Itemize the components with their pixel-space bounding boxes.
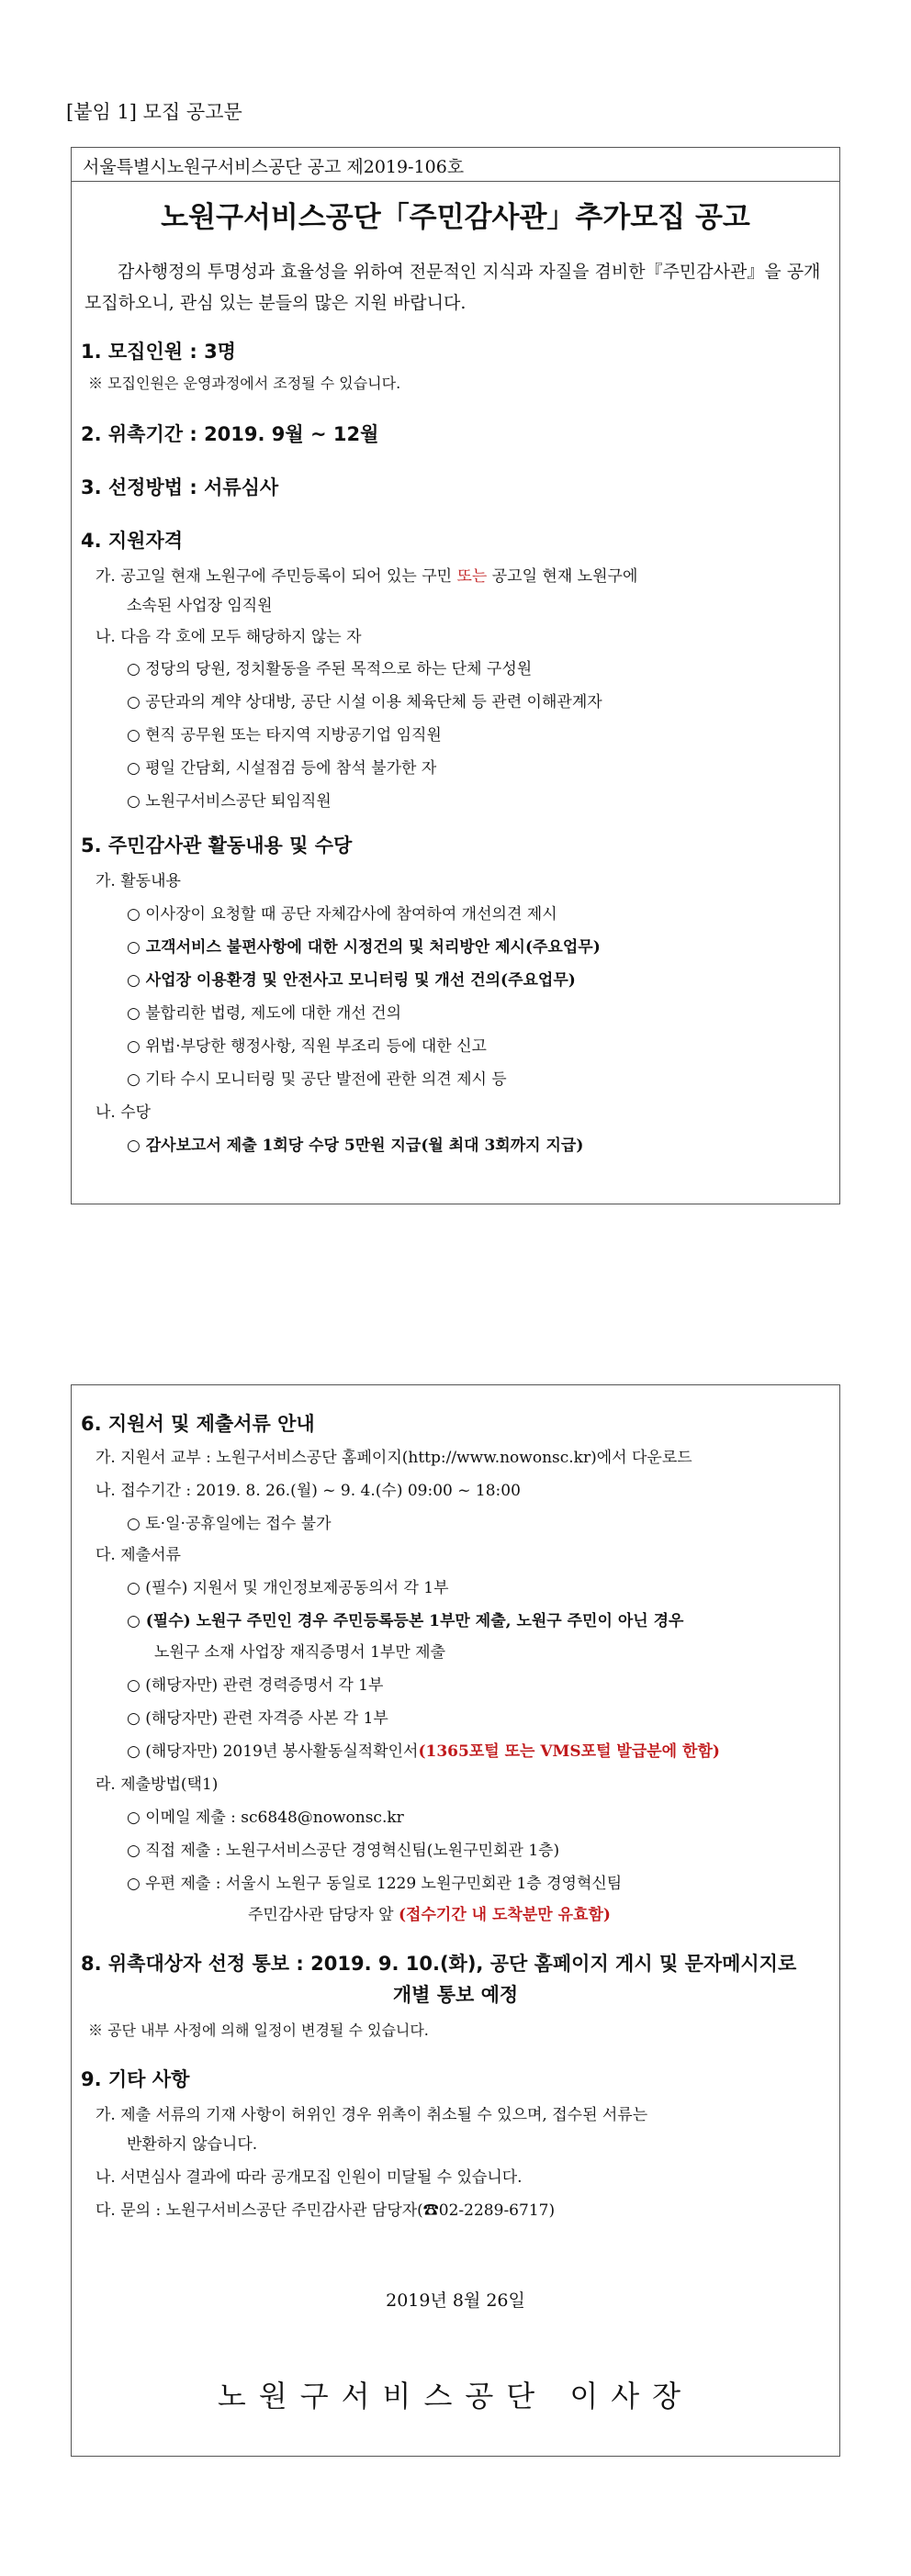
section-8-note: ※ 공단 내부 사정에 의해 일정이 변경될 수 있습니다. <box>88 2022 429 2039</box>
method-item: ○ 이메일 제출 : sc6848@nowonsc.kr <box>127 1809 404 1827</box>
attachment-label: [붙임 1] 모집 공고문 <box>66 101 242 123</box>
section-6-ra: 라. 제출방법(택1) <box>96 1775 219 1794</box>
section-3-heading: 3. 선정방법 : 서류심사 <box>81 476 279 498</box>
section-9-heading: 9. 기타 사항 <box>81 2068 190 2090</box>
section-9-ga-cont: 반환하지 않습니다. <box>127 2135 258 2154</box>
notice-date: 2019년 8월 26일 <box>386 2290 525 2311</box>
section-2-heading: 2. 위촉기간 : 2019. 9월 ~ 12월 <box>81 423 379 445</box>
doc-item: ○ (해당자만) 관련 경력증명서 각 1부 <box>127 1676 384 1695</box>
section-5-na: 나. 수당 <box>96 1103 152 1122</box>
section-4-item: ○ 노원구서비스공단 퇴임직원 <box>127 792 332 811</box>
section-4-item: ○ 평일 간담회, 시설점검 등에 참석 불가한 자 <box>127 759 437 778</box>
section-5-allowance: ○ 감사보고서 제출 1회당 수당 5만원 지급(월 최대 3회까지 지급) <box>127 1137 584 1155</box>
section-4-item: ○ 공단과의 계약 상대방, 공단 시설 이용 체육단체 등 관련 이해관계자 <box>127 693 602 711</box>
method-item: ○ 직접 제출 : 노원구서비스공단 경영혁신팀(노원구민회관 1층) <box>127 1842 560 1860</box>
method-highlight: (접수기간 내 도착분만 유효함) <box>399 1906 611 1924</box>
section-9-da: 다. 문의 : 노원구서비스공단 주민감사관 담당자(☎02-2289-6717) <box>96 2201 556 2220</box>
section-8-heading-cont: 개별 통보 예정 <box>392 1984 519 2006</box>
section-1-heading: 1. 모집인원 : 3명 <box>81 341 236 363</box>
section-5-item: ○ 기타 수시 모니터링 및 공단 발전에 관한 의견 제시 등 <box>127 1070 507 1089</box>
section-6-ga: 가. 지원서 교부 : 노원구서비스공단 홈페이지(http://www.nowonsc.kr)에서 다운로드 <box>96 1449 692 1467</box>
or-highlight: 또는 <box>456 567 488 586</box>
section-4-ga-cont: 소속된 사업장 임직원 <box>127 597 273 615</box>
method-item-cont: 주민감사관 담당자 앞 (접수기간 내 도착분만 유효함) <box>248 1906 611 1924</box>
section-9-na: 나. 서면심사 결과에 따라 공개모집 인원이 미달될 수 있습니다. <box>96 2168 523 2187</box>
section-4-item: ○ 정당의 당원, 정치활동을 주된 목적으로 하는 단체 구성원 <box>127 660 533 678</box>
section-5-item: ○ 사업장 이용환경 및 안전사고 모니터링 및 개선 건의(주요업무) <box>127 971 576 990</box>
section-4-na: 나. 다음 각 호에 모두 해당하지 않는 자 <box>96 628 362 646</box>
section-5-item: ○ 위법·부당한 행정사항, 직원 부조리 등에 대한 신고 <box>127 1037 487 1056</box>
doc-highlight: (1365포털 또는 VMS포털 발급분에 한함) <box>418 1742 720 1761</box>
section-4-item: ○ 현직 공무원 또는 타지역 지방공기업 임직원 <box>127 726 442 745</box>
section-5-item: ○ 고객서비스 불편사항에 대한 시정건의 및 처리방안 제시(주요업무) <box>127 938 601 957</box>
signer-name: 노원구서비스공단 이사장 <box>217 2379 694 2414</box>
notice-box-page2 <box>71 1384 840 2457</box>
section-4-heading: 4. 지원자격 <box>81 530 184 552</box>
intro-paragraph: 감사행정의 투명성과 효율성을 위하여 전문적인 지식과 자질을 겸비한『주민감사관』을 공개 모집하오니, 관심 있는 분들의 많은 지원 바랍니다. <box>84 262 821 313</box>
section-9-ga: 가. 제출 서류의 기재 사항이 허위인 경우 위촉이 취소될 수 있으며, 접수된 서류는 <box>96 2106 648 2124</box>
section-5-item: ○ 이사장이 요청할 때 공단 자체감사에 참여하여 개선의견 제시 <box>127 905 557 924</box>
section-6-na-note: ○ 토·일·공휴일에는 접수 불가 <box>127 1515 332 1533</box>
doc-item: ○ (해당자만) 관련 자격증 사본 각 1부 <box>127 1709 388 1728</box>
section-1-note: ※ 모집인원은 운영과정에서 조정될 수 있습니다. <box>88 375 401 392</box>
notice-title: 노원구서비스공단「주민감사관」추가모집 공고 <box>161 201 750 234</box>
section-5-item: ○ 불합리한 법령, 제도에 대한 개선 건의 <box>127 1004 401 1023</box>
doc-item: ○ (필수) 지원서 및 개인정보제공동의서 각 1부 <box>127 1579 449 1597</box>
notice-box-page1 <box>71 147 840 1204</box>
section-8-heading: 8. 위촉대상자 선정 통보 : 2019. 9. 10.(화), 공단 홈페이지 게시 및 문자메시지로 <box>81 1953 797 1975</box>
section-5-ga: 가. 활동내용 <box>96 872 181 890</box>
section-5-heading: 5. 주민감사관 활동내용 및 수당 <box>81 834 353 857</box>
section-6-na: 나. 접수기간 : 2019. 8. 26.(월) ~ 9. 4.(수) 09:00 ~ 18:00 <box>96 1482 521 1500</box>
section-6-da: 다. 제출서류 <box>96 1546 181 1564</box>
doc-item: ○ (해당자만) 2019년 봉사활동실적확인서(1365포털 또는 VMS포털 발급분에 한함) <box>127 1742 720 1761</box>
doc-item: ○ (필수) 노원구 주민인 경우 주민등록등본 1부만 제출, 노원구 주민이 아닌 경우 <box>127 1612 684 1630</box>
section-6-heading: 6. 지원서 및 제출서류 안내 <box>81 1413 315 1435</box>
notice-number: 서울특별시노원구서비스공단 공고 제2019-106호 <box>83 157 465 177</box>
method-item: ○ 우편 제출 : 서울시 노원구 동일로 1229 노원구민회관 1층 경영혁신팀 <box>127 1875 623 1893</box>
header-divider <box>72 181 839 182</box>
section-4-ga: 가. 공고일 현재 노원구에 주민등록이 되어 있는 구민 또는 공고일 현재 노원구에 <box>96 567 638 586</box>
doc-item-cont: 노원구 소재 사업장 재직증명서 1부만 제출 <box>154 1643 446 1662</box>
